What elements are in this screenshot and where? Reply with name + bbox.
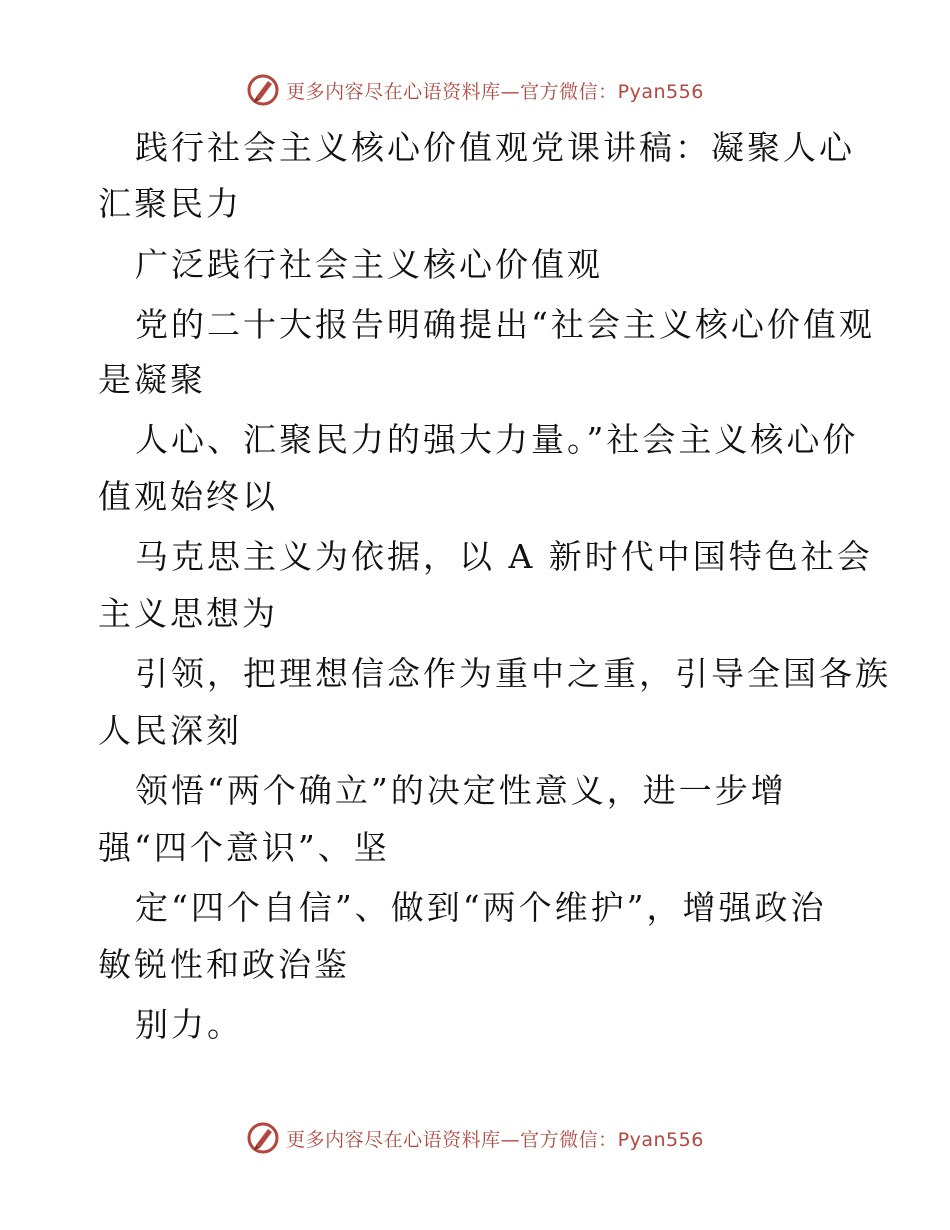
text-line: 定“四个自信”、做到“两个维护”，增强政治 [135,888,827,927]
text-line: 引领，把理想信念作为重中之重，引导全国各族 [135,654,891,693]
text-line: 人心、汇聚民力的强大力量。”社会主义核心价 [135,420,859,459]
text-line: 广泛践行社会主义核心价值观 [135,245,603,284]
text-line: 敏锐性和政治鉴 [98,945,350,984]
text-line: 人民深刻 [98,711,242,750]
text-line: 主义思想为 [98,594,278,633]
text-line: 领悟“两个确立”的决定性意义，进一步增 [135,771,787,810]
text-line: 值观始终以 [98,477,278,516]
banner-text: 更多内容尽在心语资料库—官方微信：Pyan556 [286,80,704,103]
text-line: 别力。 [135,1005,243,1044]
text-line: 汇聚民力 [98,184,242,223]
text-line: 是凝聚 [98,360,206,399]
banner-text: 更多内容尽在心语资料库—官方微信：Pyan556 [286,1128,704,1151]
text-line: 强“四个意识”、坚 [98,828,390,867]
text-line: 践行社会主义核心价值观党课讲稿：凝聚人心 [135,128,855,167]
text-line: 党的二十大报告明确提出“社会主义核心价值观 [135,305,875,344]
text-line: 马克思主义为依据，以 A 新时代中国特色社会 [135,537,873,576]
pen-logo-icon [246,1121,280,1155]
footer-banner [0,1118,950,1158]
